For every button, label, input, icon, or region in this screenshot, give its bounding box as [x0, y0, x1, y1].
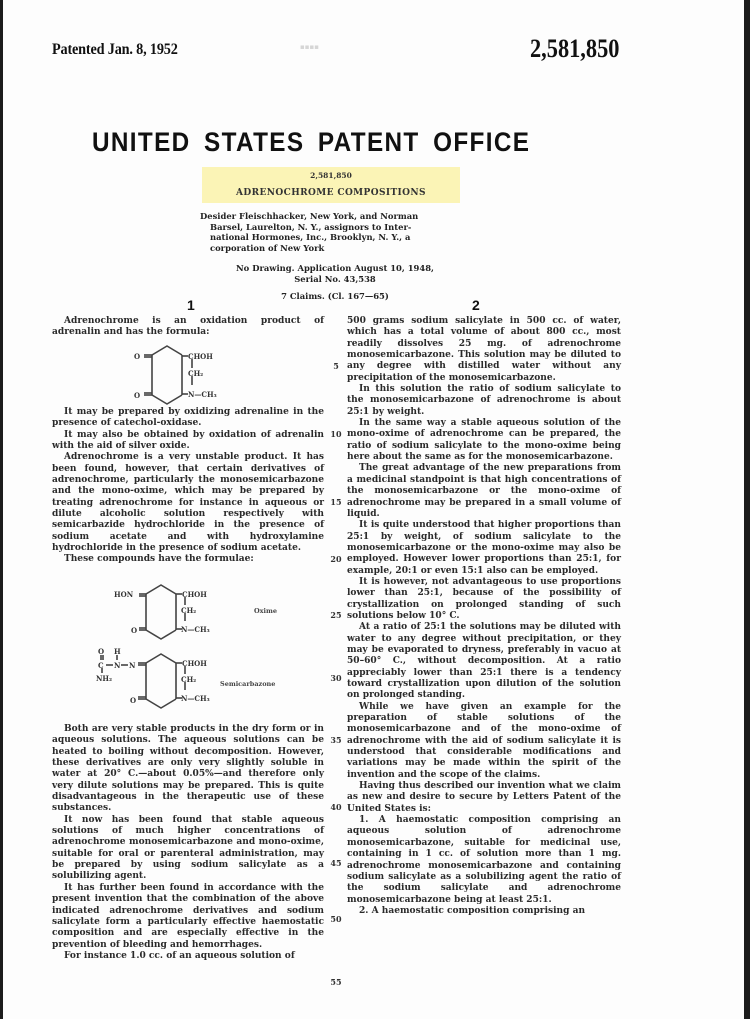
left-column-part-2	[52, 407, 324, 566]
ch2-label: CH₂	[181, 606, 197, 615]
paragraph: Adrenochrome is an oxidation product of adrenalin and has the formula:	[52, 316, 324, 338]
application-info	[200, 263, 470, 284]
paragraph: The great advantage of the new preparations from a medicinal standpoint is that high concentrations of the monosemicarbazone or the mono-oxime of adrenochrome may be prepared in a small volume of liquid.	[347, 463, 621, 519]
left-column-part-1	[52, 316, 324, 339]
ch2-label: CH₂	[181, 675, 197, 684]
paragraph: Having thus described our invention what we claim as new and desire to secure by Letters Patent of the United States is:	[347, 781, 621, 814]
oxo-label: O	[134, 391, 141, 400]
inventors-line: Barsel, Laurelton, N. Y., assignors to Inter-	[210, 221, 412, 232]
chhoh-label: CHOH	[182, 590, 207, 599]
right-column	[347, 316, 621, 917]
paragraph: These compounds have the formulae:	[64, 554, 254, 565]
paragraph: It has further been found in accordance with the present invention that the combination of the above indicated adrenochrome derivatives and sodium salicylate form a particularly effective haemostatic composition and are especially effective in the prevention of bleeding and hemorrhages.	[52, 882, 324, 950]
application-line: No Drawing. Application August 10, 1948,	[236, 263, 434, 273]
line-number: 5	[333, 361, 339, 371]
inventors-block	[200, 211, 470, 253]
oxo-label: O	[130, 696, 137, 705]
hon-label: HON	[114, 590, 134, 599]
paragraph: Adrenochrome is a very unstable product. It has been found, however, that certain derivatives of adrenochrome, particularly the monosemicarbazone and the mono-oxime, which may be prepared by treating adrenochrome for instance in aqueous or dilute alcoholic solution respectively with semicarbazide hydrochloride in the presence of sodium acetate and with hydroxylamine hydrochloride in the presence of sodium acetate.	[52, 452, 324, 554]
c-label: C	[98, 661, 104, 670]
chhoh-label: CHOH	[188, 352, 213, 361]
line-number: 20	[330, 554, 342, 564]
column-number-1: 1	[187, 297, 195, 313]
line-number: 15	[330, 497, 342, 507]
line-number: 30	[330, 673, 342, 683]
paragraph: For instance 1.0 cc. of an aqueous solution of	[64, 950, 295, 961]
inventors-line: national Hormones, Inc., Brooklyn, N. Y., a	[210, 232, 411, 242]
claim-paragraph: 2. A haemostatic composition comprising an	[359, 905, 586, 916]
page-frame-right	[744, 0, 750, 1019]
paragraph: In the same way a stable aqueous solution of the mono-oxime of adrenochrome can be prepared, the ratio of sodium salicylate to the mono-oxime being here about the same as for the monosemicarbazone.	[347, 418, 621, 463]
nch3-label: N—CH₃	[181, 694, 210, 703]
n-label: N	[129, 661, 136, 670]
paragraph: It may be prepared by oxidizing adrenaline in the presence of catechol-oxidase.	[52, 407, 324, 429]
chhoh-label: CHOH	[182, 659, 207, 668]
nch3-label: N—CH₃	[188, 390, 217, 399]
inventors-line: corporation of New York	[210, 242, 325, 253]
o-label: O	[98, 647, 105, 656]
line-number: 10	[330, 429, 342, 439]
paragraph: It is quite understood that higher proportions than 25:1 by weight, of sodium salicylate to the monosemicarbazone or the mono-oxime may also be employed. However lower proportions than 25:1, for example, 20:1 or even 15:1 also can be employed.	[347, 520, 621, 576]
patent-number: 2,581,850	[530, 34, 620, 63]
paragraph: Both are very stable products in the dry form or in aqueous solutions. The aqueous solutions can be heated to boiling without decomposition. However, these derivatives are only very slightly soluble in water at 20° C.—about 0.05%—and therefore only very dilute solutions may be prepared. This is quite disadvantageous in the therapeutic use of these substances.	[52, 724, 324, 814]
paragraph: At a ratio of 25:1 the solutions may be diluted with water to any degree without precipitation, or they may be evaporated to dryness, preferably in vacuo at 50–60° C., without decomposition. At a ratio appreciably lower than 25:1 there is a tendency toward crystallization upon dilution of the solution on prolonged standing.	[347, 622, 621, 701]
line-number: 50	[330, 914, 342, 924]
oxo-label: O	[131, 626, 138, 635]
left-column-part-3	[52, 724, 324, 962]
line-number: 40	[330, 802, 342, 812]
paragraph: 500 grams sodium salicylate in 500 cc. of water, which has a total volume of about 800 cc., most readily dissolves 25 mg. of adrenochrome monosemicarbazone. This solution may be diluted to any degree with distilled water without any precipitation of the monosemicarbazone.	[347, 316, 621, 383]
office-heading: UNITED STATES PATENT OFFICE	[92, 127, 531, 157]
line-number: 35	[330, 735, 342, 745]
nch3-label: N—CH₃	[181, 625, 210, 634]
front-patent-number: 2,581,850	[310, 171, 352, 180]
paragraph: While we have given an example for the preparation of stable solutions of the monosemicarbazone and of the mono-oxime of adrenochrome with the aid of sodium salicylate it is understood that considerable modifications and variations may be made within the spirit of the invention and the scope of the claims.	[347, 701, 621, 780]
line-number: 25	[330, 610, 342, 620]
nh2-label: NH₂	[96, 674, 113, 683]
claim-paragraph: 1. A haemostatic composition comprising an aqueous solution of adrenochrome monosemicarbazone, suitable for medicinal use, containing in 1 cc. of solution more than 1 mg. adrenochrome monosemicarbazone and containing sodium salicylate as a solubilizing agent the ratio of the sodium salicylate and adrenochrome monosemicarbazone being at least 25:1.	[347, 815, 621, 905]
column-number-2: 2	[472, 297, 480, 313]
page-frame-left	[0, 0, 3, 1019]
serial-line: Serial No. 43,538	[294, 273, 376, 284]
line-number: 55	[330, 977, 342, 987]
patented-date: Patented Jan. 8, 1952	[52, 41, 178, 58]
n-label: N	[114, 661, 121, 670]
claims-class: 7 Claims. (Cl. 167—65)	[281, 291, 389, 301]
paragraph: It is however, not advantageous to use proportions lower than 25:1, because of the possibility of crystallization on prolonged standing of such solutions below 10° C.	[347, 576, 621, 621]
paragraph: It may also be obtained by oxidation of adrenalin with the aid of silver oxide.	[52, 429, 324, 452]
patent-title: ADRENOCHROME COMPOSITIONS	[236, 188, 426, 198]
inventors-line: Desider Fleischhacker, New York, and Norman	[200, 211, 419, 221]
oxime-label: Oxime	[254, 607, 278, 615]
paragraph: It now has been found that stable aqueous solutions of much higher concentrations of adrenochrome monosemicarbazone and mono-oxime, suitable for oral or parenteral administration, may be prepared by using sodium salicylate as a solubilizing agent.	[52, 814, 324, 882]
adrenochrome-formula	[130, 340, 260, 410]
line-number: 45	[330, 858, 342, 868]
oxo-label: O	[134, 352, 141, 361]
h-label: H	[114, 647, 121, 656]
semicarbazone-label: Semicarbazone	[220, 680, 276, 688]
faint-stamp-mark: ▪▪▪▪	[300, 43, 319, 51]
paragraph: In this solution the ratio of sodium salicylate to the monosemicarbazone of adrenochrome is about 25:1 by weight.	[347, 384, 621, 417]
ch2-label: CH₂	[188, 369, 204, 378]
